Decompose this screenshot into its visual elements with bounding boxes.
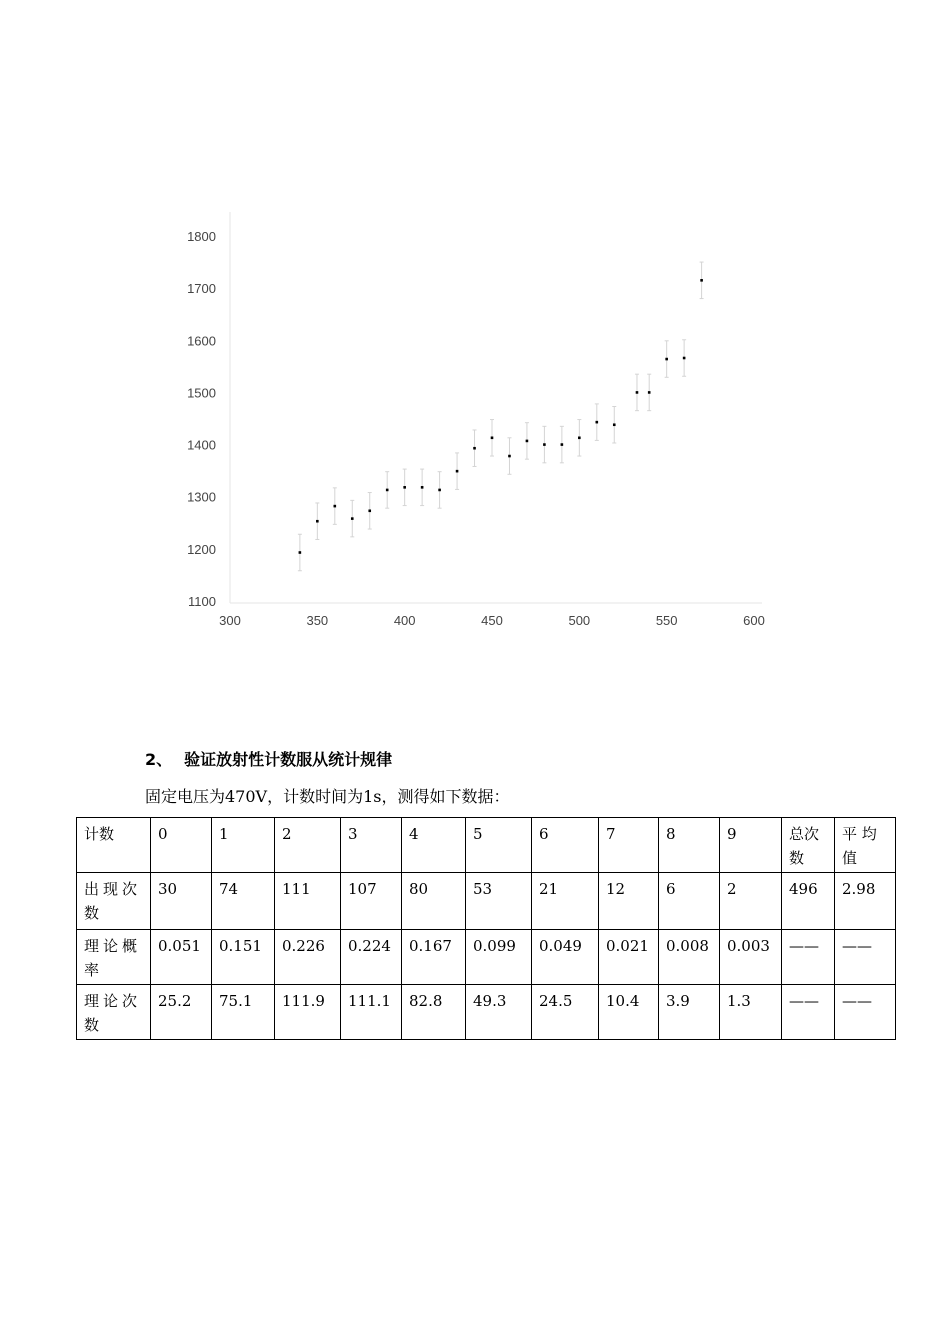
data-point: [700, 279, 703, 282]
x-tick-label: 300: [219, 613, 241, 628]
table-cell: 25.2: [151, 985, 212, 1040]
data-point: [299, 551, 302, 554]
table-cell: 82.8: [402, 985, 466, 1040]
table-row: [77, 818, 896, 873]
section-number: 2、: [145, 750, 173, 769]
data-point: [473, 447, 476, 450]
y-tick-label: 1300: [187, 489, 216, 505]
y-tick-label: 1400: [187, 437, 216, 453]
table-cell: 2.98: [835, 873, 896, 930]
data-point: [334, 505, 337, 508]
table-cell: 6: [659, 873, 720, 930]
y-tick-label: 1700: [187, 281, 216, 297]
table-cell: 8: [659, 818, 720, 873]
data-point: [636, 391, 639, 394]
table-cell: 3: [341, 818, 402, 873]
row-header-cell: 出现次数: [77, 873, 151, 930]
table-cell: 496: [782, 873, 835, 930]
x-tick-label: 400: [393, 613, 416, 628]
data-point: [456, 470, 459, 473]
x-tick-label: 450: [481, 613, 503, 628]
data-point: [438, 489, 441, 492]
table-cell: 10.4: [599, 985, 659, 1040]
row-header-cell: 理论次数: [77, 985, 151, 1040]
data-point: [403, 486, 406, 489]
table-cell: 1.3: [720, 985, 782, 1040]
data-point: [683, 357, 686, 360]
table-cell: 5: [466, 818, 532, 873]
table-cell: 0.003: [720, 930, 782, 985]
statistics-table: [76, 817, 896, 1040]
section-heading: [145, 747, 392, 770]
data-point: [613, 423, 616, 426]
y-tick-label: 1500: [187, 385, 216, 401]
data-point: [596, 421, 599, 424]
table-cell: 0.167: [402, 930, 466, 985]
table-cell: 0.051: [151, 930, 212, 985]
table-cell: 75.1: [212, 985, 275, 1040]
table-cell: 0.008: [659, 930, 720, 985]
data-point: [491, 436, 494, 439]
plateau-scatter-chart: [150, 200, 790, 640]
table-cell: 2: [720, 873, 782, 930]
data-point: [648, 391, 651, 394]
data-point: [351, 517, 354, 520]
table-cell: ——: [782, 985, 835, 1040]
table-cell: 3.9: [659, 985, 720, 1040]
table-cell: 0.151: [212, 930, 275, 985]
table-cell: 111.9: [275, 985, 341, 1040]
table-cell: 4: [402, 818, 466, 873]
data-point: [526, 440, 529, 443]
data-point: [421, 486, 424, 489]
table-cell: 0.021: [599, 930, 659, 985]
table-cell: 0.224: [341, 930, 402, 985]
table-cell: 9: [720, 818, 782, 873]
table-cell: 0.226: [275, 930, 341, 985]
table-cell: 74: [212, 873, 275, 930]
table-row: [77, 985, 896, 1040]
y-tick-label: 1200: [187, 541, 216, 557]
table-cell: 21: [532, 873, 599, 930]
data-point: [665, 358, 668, 361]
table-cell: ——: [782, 930, 835, 985]
table-cell: ——: [835, 985, 896, 1040]
table-cell: 12: [599, 873, 659, 930]
table-cell: 80: [402, 873, 466, 930]
table-row: [77, 873, 896, 930]
table-cell: 0.049: [532, 930, 599, 985]
x-tick-label: 600: [743, 613, 765, 628]
table-cell: 7: [599, 818, 659, 873]
table-cell: 平 均值: [835, 818, 896, 873]
table-cell: ——: [835, 930, 896, 985]
x-tick-label: 350: [306, 613, 329, 628]
table-cell: 111: [275, 873, 341, 930]
row-header-cell: 理论概率: [77, 930, 151, 985]
table-cell: 总次数: [782, 818, 835, 873]
table-cell: 0: [151, 818, 212, 873]
table-cell: 30: [151, 873, 212, 930]
data-point: [508, 455, 511, 458]
table-row: [77, 930, 896, 985]
section-title: 验证放射性计数服从统计规律: [184, 750, 393, 769]
data-point: [316, 520, 319, 523]
table-cell: 2: [275, 818, 341, 873]
row-header-cell: 计数: [77, 818, 151, 873]
data-point: [578, 436, 581, 439]
table-cell: 24.5: [532, 985, 599, 1040]
table-cell: 49.3: [466, 985, 532, 1040]
table-cell: 0.099: [466, 930, 532, 985]
y-tick-label: 1600: [187, 333, 216, 349]
x-tick-label: 500: [568, 613, 591, 628]
data-point: [368, 509, 371, 512]
data-point: [561, 443, 564, 446]
table-cell: 53: [466, 873, 532, 930]
table-cell: 6: [532, 818, 599, 873]
x-tick-label: 550: [655, 613, 678, 628]
table-cell: 1: [212, 818, 275, 873]
y-tick-label: 1800: [187, 229, 216, 244]
y-tick-label: 1100: [188, 594, 216, 609]
intro-paragraph: 固定电压为470V，计数时间为1s，测得如下数据：: [145, 787, 510, 806]
data-point: [386, 489, 389, 492]
table-cell: 111.1: [341, 985, 402, 1040]
table-cell: 107: [341, 873, 402, 930]
data-point: [543, 443, 546, 446]
